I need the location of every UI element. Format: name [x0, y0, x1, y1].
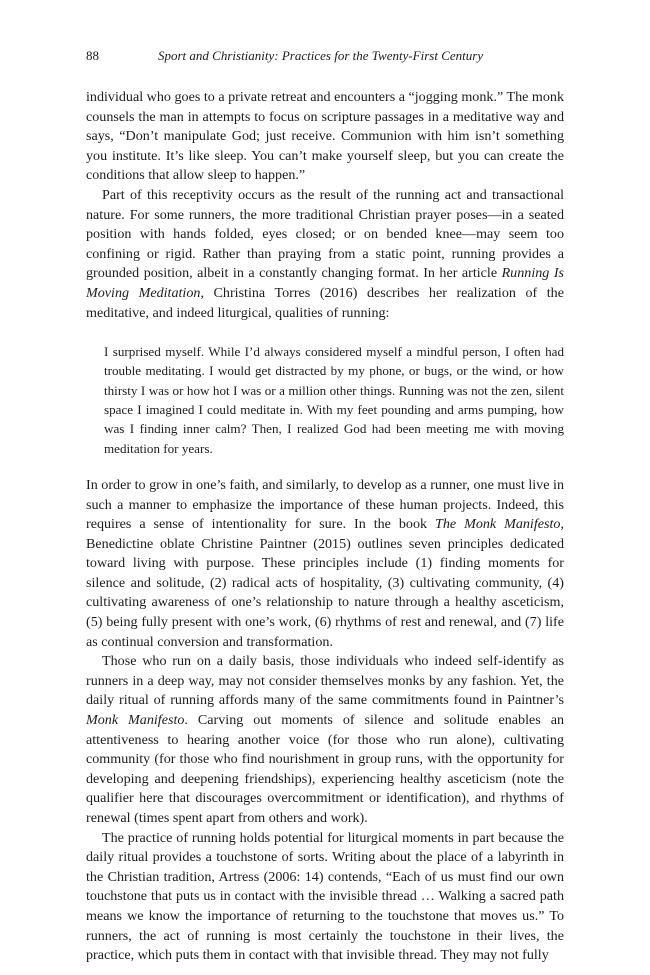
paragraph-4: [86, 652, 564, 828]
paragraph-4-text-a: Those who run on a daily basis, those individuals who indeed self-identify as runners in a deep way, may not consider themselves monks by any fashion. Yet, the daily ritual of running affords many of the same commitments found in Paintner’s: [86, 653, 564, 709]
paragraph-2-text-a: Part of this receptivity occurs as the result of the running act and transactional nature. For some runners, the more traditional Christian prayer poses—in a seated position with hands folded, eyes closed; or on bended knee—may seem too confining or rigid. Rather than praying from a static point, running provides a grounded position, albeit in a constantly changing format. In her article: [86, 186, 564, 282]
page-number: 88: [86, 48, 99, 63]
book-title-short: Monk Manifesto: [86, 712, 185, 729]
body-text: [86, 88, 564, 966]
block-quote: I surprised myself. While I’d always considered myself a mindful person, I often had trouble meditating. I would get distracted by my phone, or bugs, or the wind, or how thirsty I was or how hot I was or a million other things. Running was not the zen, silent space I imagined I could meditate in. With my feet pounding and arms pumping, how was I finding inner calm? Then, I realized God had been meeting me with moving meditation for years.: [104, 344, 564, 456]
paragraph-2: [86, 186, 564, 323]
book-title: The Monk Manifesto: [435, 516, 561, 533]
paragraph-3: [86, 476, 564, 652]
paragraph-2-text-b: Christina Torres (2016) describes her realization of the meditative, and indeed liturgical, qualities of running:: [86, 284, 564, 321]
paragraph-5-text: The practice of running holds potential for liturgical moments in part because the daily ritual provides a touchstone of sorts. Writing about the place of a labyrinth in the Christian tradition, Artress (2006: 14) contends, “Each of us must find our own touchstone that puts us in contact with the invisible thread … Walking a sacred path means we know the importance of returning to the touchstone that moves us.” To runners, the act of running is most certainly the touchstone in their lives, the practice, which puts them in contact with that invisible thread. They may not fully: [86, 829, 564, 964]
running-title: Sport and Christianity: Practices for the Twenty-First Century: [158, 48, 484, 63]
page-header: [86, 46, 566, 66]
paragraph-3-text-a: In order to grow in one’s faith, and similarly, to develop as a runner, one must live in such a manner to emphasize the importance of these human projects. Indeed, this requires a sense of intentionality for sure. In the book: [86, 476, 564, 533]
paragraph-1: [86, 88, 564, 186]
paragraph-4-text-b: . Carving out moments of silence and solitude enables an attentiveness to hearing another voice (for those who run alone), cultivating community (for those who find nourishment in group runs, with the opportunity for developing and deepening friendships), experiencing healthy asceticism (note the qualifier here that discourages overcommitment or identification), and rhythms of renewal (times spent apart from others and work).: [86, 712, 565, 826]
paragraph-5: [86, 829, 564, 966]
paragraph-3-text-b: , Benedictine oblate Christine Paintner (2015) outlines seven principles dedicated toward living with purpose. These principles include (1) finding moments for silence and solitude, (2) radical acts of hospitality, (3) cultivating community, (4) cultivating awareness of one’s relationship to nature through a healthy asceticism, (5) being fully present with one’s work, (6) rhythms of rest and renewal, and (7) life as continual conversion and transformation.: [86, 516, 564, 650]
paragraph-1-text: individual who goes to a private retreat and encounters a “jogging monk.” The monk counsels the man in attempts to focus on scripture passages in a meditative way and says, “Don’t manipulate God; just receive. Communion with him isn’t something you institute. It’s like sleep. You can’t make yourself sleep, but you can create the conditions that allow sleep to happen.”: [86, 89, 565, 184]
article-title: Running Is Moving Meditation,: [86, 265, 564, 301]
